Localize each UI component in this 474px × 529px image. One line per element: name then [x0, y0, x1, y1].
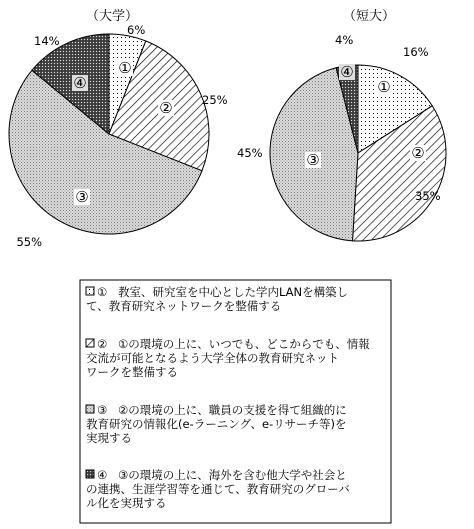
- legend-marker: ①: [97, 285, 108, 299]
- legend-swatch: [86, 287, 94, 295]
- slice-marker-label: ④: [340, 63, 354, 81]
- legend-swatch: [86, 470, 94, 478]
- legend-text-line: ③の環境の上に、海外を含む他大学や社会と: [118, 468, 347, 482]
- legend-text-line: 実現する: [86, 431, 132, 445]
- legend-text-line: 教育研究の情報化(e-ラーニング、e-リサーチ等)を: [86, 417, 347, 431]
- legend-marker: ②: [97, 337, 108, 351]
- legend-text-line: 教室、研究室を中心とした学内LANを構築し: [118, 285, 349, 299]
- slice-percent-label: 4%: [335, 33, 354, 47]
- legend-swatch: [86, 339, 94, 347]
- slice-percent-label: 45%: [237, 146, 263, 160]
- legend: [80, 280, 391, 523]
- slice-marker-label: ①: [377, 78, 391, 96]
- legend-text-line: て、教育研究ネットワークを整備する: [86, 299, 282, 313]
- slice-marker-label: ②: [411, 144, 425, 162]
- legend-marker: ④: [97, 468, 108, 482]
- slice-percent-label: 14%: [34, 34, 60, 48]
- chart-title-junior-college: （短大）: [343, 9, 396, 24]
- legend-text-line: ①の環境の上に、いつでも、どこからでも、情報: [118, 337, 370, 351]
- legend-text-line: ワークを整備する: [86, 365, 178, 379]
- slice-percent-label: 6%: [127, 23, 146, 37]
- chart-title-university: （大学）: [86, 9, 139, 24]
- slice-marker-label: ③: [75, 188, 89, 206]
- slice-percent-label: 55%: [16, 235, 42, 249]
- legend-marker: ③: [97, 403, 108, 417]
- pie-junior-college: [237, 33, 446, 241]
- slice-marker-label: ①: [118, 59, 132, 77]
- slice-percent-label: 16%: [403, 45, 429, 59]
- slice-percent-label: 25%: [202, 93, 228, 107]
- legend-text-line: ②の環境の上に、職員の支援を得て組織的に: [118, 403, 347, 417]
- pie-university: [9, 23, 228, 249]
- legend-text-line: ル化を実現する: [86, 496, 167, 510]
- slice-marker-label: ③: [306, 151, 320, 169]
- slice-marker-label: ②: [159, 99, 173, 117]
- slice-marker-label: ④: [73, 74, 87, 92]
- slice-percent-label: 35%: [415, 189, 441, 203]
- legend-text-line: 交流が可能となるよう大学全体の教育研究ネット: [86, 351, 339, 365]
- legend-swatch: [86, 405, 94, 413]
- legend-text-line: の連携、生涯学習等を通じて、教育研究のグローバ: [86, 482, 350, 496]
